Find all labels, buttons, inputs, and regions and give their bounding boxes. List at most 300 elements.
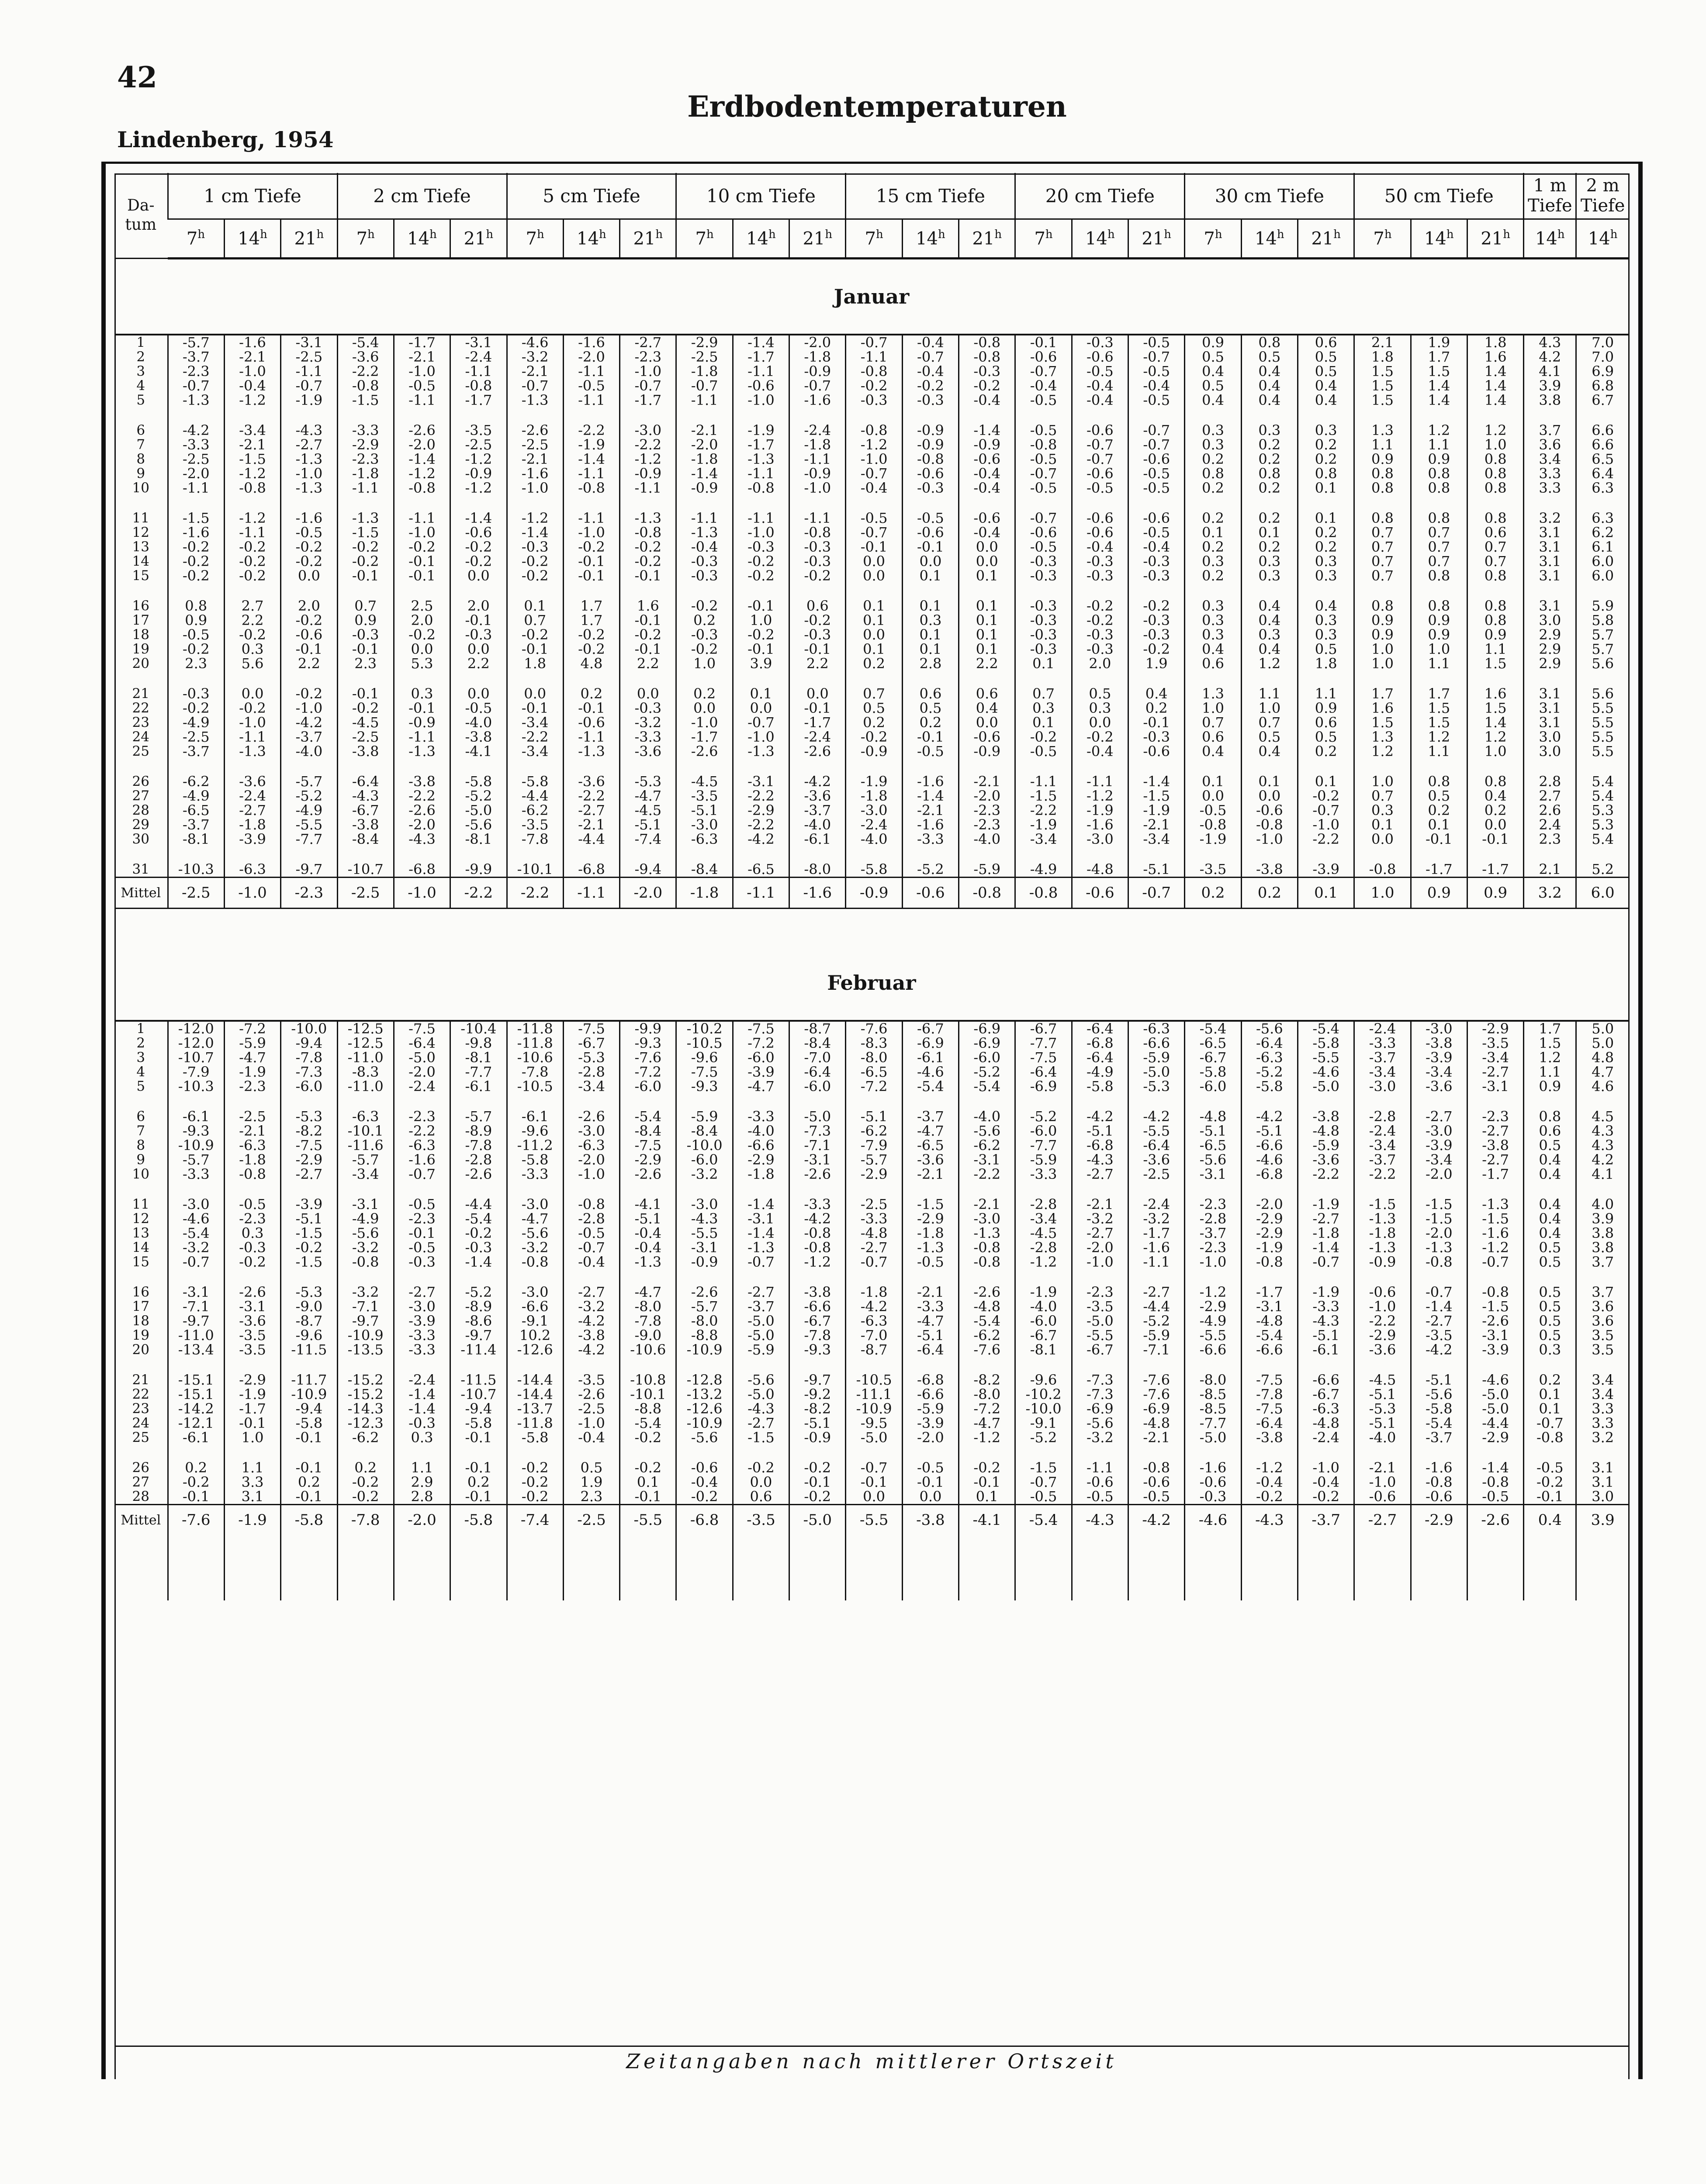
temperature-cell: -5.4 (1411, 1416, 1467, 1431)
temperature-cell: 0.7 (1185, 715, 1241, 730)
temperature-cell: -0.3 (676, 554, 733, 569)
temperature-cell: -0.2 (507, 1489, 563, 1505)
temperature-cell: 1.7 (1411, 350, 1467, 364)
temperature-cell: 1.5 (1354, 379, 1411, 393)
day-cell: 23 (132, 1402, 149, 1416)
temperature-cell: -5.9 (902, 1402, 959, 1416)
temperature-cell: -10.0 (281, 1021, 337, 1036)
temperature-cell: -0.1 (450, 613, 507, 628)
temperature-cell: 0.9 (1411, 452, 1467, 467)
temperature-cell: 0.3 (1354, 803, 1411, 818)
temperature-cell: 0.2 (1298, 540, 1354, 554)
temperature-cell: -3.7 (1411, 1431, 1467, 1445)
temperature-cell: -1.7 (789, 715, 846, 730)
temperature-cell: -1.6 (789, 393, 846, 408)
temperature-cell: 1.7 (563, 613, 619, 628)
temperature-cell: 6.9 (1576, 364, 1629, 379)
temperature-cell: 5.9 (1576, 599, 1629, 613)
temperature-cell: -0.3 (789, 628, 846, 642)
table-row (114, 1241, 1629, 1255)
hour-unit: h (1610, 228, 1618, 242)
temperature-cell: -3.8 (450, 730, 507, 744)
temperature-cell: -2.3 (959, 818, 1015, 832)
temperature-cell: -4.1 (620, 1197, 676, 1212)
temperature-cell: -7.3 (789, 1124, 846, 1138)
temperature-cell: -0.2 (733, 569, 789, 583)
temperature-cell: -0.7 (168, 379, 224, 393)
temperature-cell: -3.1 (676, 1241, 733, 1255)
temperature-cell: 0.2 (1241, 481, 1298, 495)
mean-cell: -1.1 (733, 878, 789, 909)
temperature-cell: -5.6 (337, 1226, 394, 1241)
temperature-cell: -0.8 (337, 1255, 394, 1269)
day-cell: 27 (132, 789, 149, 803)
temperature-cell: -0.7 (1467, 1255, 1523, 1269)
temperature-cell: -5.0 (846, 1431, 902, 1445)
temperature-cell: 1.4 (1467, 379, 1523, 393)
temperature-cell: 0.2 (846, 657, 902, 671)
temperature-cell: -0.4 (959, 467, 1015, 481)
temperature-cell: -2.6 (563, 1387, 619, 1402)
temperature-cell: 0.1 (1241, 525, 1298, 540)
day-cell: 1 (114, 1021, 168, 1036)
temperature-cell: -2.0 (1411, 1167, 1467, 1182)
temperature-cell: -9.6 (507, 1124, 563, 1138)
temperature-cell: -0.9 (620, 467, 676, 481)
temperature-cell: 2.9 (1524, 657, 1576, 671)
day-cell: 15 (132, 1255, 149, 1269)
temperature-cell: -6.4 (1015, 1065, 1072, 1079)
mean-cell: 1.0 (1354, 878, 1411, 909)
temperature-cell: -0.8 (1467, 1285, 1523, 1299)
temperature-cell: -0.2 (563, 540, 619, 554)
temperature-cell: -1.1 (563, 393, 619, 408)
temperature-cell: 0.1 (846, 599, 902, 613)
temperature-cell: -0.1 (281, 642, 337, 657)
temperature-cell: 0.8 (1241, 335, 1298, 350)
temperature-cell: -0.5 (1072, 364, 1128, 379)
temperature-cell: -0.1 (281, 1489, 337, 1505)
temperature-cell: -0.2 (507, 1475, 563, 1489)
temperature-cell: 0.9 (1354, 613, 1411, 628)
temperature-cell: -4.0 (450, 715, 507, 730)
temperature-cell: -0.3 (1128, 628, 1185, 642)
temperature-cell: 0.0 (1185, 789, 1241, 803)
temperature-cell: -8.1 (1015, 1343, 1072, 1357)
temperature-cell: -3.0 (959, 1212, 1015, 1226)
temperature-cell: -4.6 (902, 1065, 959, 1079)
temperature-cell: -0.8 (959, 350, 1015, 364)
temperature-cell: -4.9 (168, 715, 224, 730)
temperature-cell: -2.5 (281, 350, 337, 364)
temperature-cell: 0.3 (1241, 628, 1298, 642)
hour-header (1015, 219, 1072, 259)
temperature-cell: -0.8 (563, 1197, 619, 1212)
depth-header: 30 cm Tiefe (1185, 173, 1354, 219)
temperature-cell: 0.2 (1185, 452, 1241, 467)
temperature-cell: 0.2 (676, 687, 733, 701)
temperature-cell: 1.0 (1241, 701, 1298, 715)
hour-value: 21 (1142, 228, 1164, 249)
temperature-cell: 1.6 (620, 599, 676, 613)
temperature-cell: 1.2 (1524, 1051, 1576, 1065)
temperature-cell: 1.0 (1354, 774, 1411, 789)
temperature-cell: -1.0 (1241, 832, 1298, 847)
temperature-cell: 1.4 (1411, 379, 1467, 393)
temperature-cell: -2.9 (1185, 1299, 1241, 1314)
temperature-cell: -0.2 (224, 701, 280, 715)
hour-header (168, 219, 224, 259)
temperature-cell: -0.4 (1072, 379, 1128, 393)
temperature-cell: -2.9 (733, 803, 789, 818)
temperature-cell: -3.5 (507, 818, 563, 832)
temperature-cell: -7.3 (281, 1065, 337, 1079)
temperature-cell: 3.7 (1576, 1255, 1629, 1269)
temperature-cell: -1.0 (1354, 1299, 1411, 1314)
temperature-cell: -5.6 (676, 1431, 733, 1445)
temperature-cell: -3.7 (168, 350, 224, 364)
temperature-cell: -0.8 (394, 481, 450, 495)
temperature-cell: -1.9 (224, 1065, 280, 1079)
temperature-cell: 0.1 (902, 599, 959, 613)
temperature-cell: 0.4 (1524, 1197, 1576, 1212)
temperature-cell: 2.2 (620, 657, 676, 671)
temperature-cell: 0.1 (1411, 818, 1467, 832)
temperature-cell: -2.8 (1015, 1197, 1072, 1212)
temperature-cell: -7.2 (733, 1036, 789, 1051)
temperature-cell: -1.7 (1411, 862, 1467, 878)
temperature-cell: -8.7 (281, 1314, 337, 1328)
temperature-cell: -8.0 (676, 1314, 733, 1328)
temperature-cell: -4.7 (507, 1212, 563, 1226)
temperature-cell: -0.7 (507, 379, 563, 393)
hour-header (902, 219, 959, 259)
temperature-cell: 3.0 (1524, 613, 1576, 628)
temperature-cell: -3.9 (224, 832, 280, 847)
temperature-cell: -2.0 (563, 350, 619, 364)
temperature-cell: -3.1 (224, 1299, 280, 1314)
hour-value: 14 (746, 228, 769, 249)
temperature-cell: -1.0 (394, 525, 450, 540)
temperature-cell: 0.0 (507, 687, 563, 701)
temperature-cell: 7.0 (1576, 335, 1629, 350)
temperature-cell: -0.6 (1354, 1489, 1411, 1505)
table-row (114, 657, 1629, 671)
temperature-cell: -5.1 (676, 803, 733, 818)
temperature-cell: -0.5 (1524, 1461, 1576, 1475)
temperature-cell: -0.1 (620, 1489, 676, 1505)
temperature-cell: -0.8 (1015, 438, 1072, 452)
temperature-cell: -0.2 (1072, 613, 1128, 628)
temperature-cell: -3.9 (902, 1416, 959, 1431)
mean-cell: -2.2 (507, 878, 563, 909)
mean-cell: 0.4 (1524, 1505, 1576, 1535)
temperature-cell: 2.0 (1072, 657, 1128, 671)
temperature-cell: -0.2 (620, 628, 676, 642)
temperature-cell: -0.4 (1015, 379, 1072, 393)
temperature-cell: -1.4 (733, 1226, 789, 1241)
mean-cell: -1.9 (224, 1505, 280, 1535)
hour-header (1576, 219, 1629, 259)
temperature-cell: -4.4 (563, 832, 619, 847)
table-row (114, 715, 1629, 730)
temperature-cell: -4.6 (1298, 1065, 1354, 1079)
temperature-cell: -4.7 (620, 789, 676, 803)
temperature-cell: -11.4 (450, 1343, 507, 1357)
hour-value: 7 (186, 228, 198, 249)
temperature-cell: -3.3 (733, 1109, 789, 1124)
hour-value: 21 (464, 228, 486, 249)
temperature-cell: -9.7 (337, 1314, 394, 1328)
temperature-cell: 6.5 (1576, 452, 1629, 467)
temperature-cell: -0.1 (507, 642, 563, 657)
temperature-cell: -4.6 (507, 335, 563, 350)
temperature-cell: -8.9 (450, 1124, 507, 1138)
temperature-cell: -0.2 (563, 628, 619, 642)
temperature-cell: -0.4 (620, 1226, 676, 1241)
temperature-cell: 3.5 (1576, 1328, 1629, 1343)
temperature-cell: -2.4 (789, 423, 846, 438)
temperature-cell: -1.5 (902, 1197, 959, 1212)
temperature-cell: -2.9 (1354, 1328, 1411, 1343)
temperature-cell: -3.2 (507, 350, 563, 364)
temperature-cell: -0.1 (1015, 335, 1072, 350)
temperature-cell: -4.9 (1015, 862, 1072, 878)
temperature-cell: 1.0 (1411, 642, 1467, 657)
temperature-cell: -0.7 (846, 467, 902, 481)
temperature-cell: -1.6 (1072, 818, 1128, 832)
temperature-cell: 0.6 (1185, 730, 1241, 744)
hour-unit: h (1446, 228, 1454, 242)
temperature-cell: 0.4 (1185, 393, 1241, 408)
temperature-cell: 0.9 (1467, 628, 1523, 642)
temperature-cell: -0.5 (902, 511, 959, 525)
day-cell: 6 (136, 1109, 145, 1124)
temperature-cell: -2.9 (846, 1167, 902, 1182)
temperature-cell: 3.1 (1524, 701, 1576, 715)
temperature-cell: 4.1 (1576, 1167, 1629, 1182)
temperature-cell: -6.4 (1072, 1051, 1128, 1065)
day-cell: 18 (132, 628, 149, 642)
day-cell: 17 (132, 613, 149, 628)
temperature-cell: 1.2 (1467, 423, 1523, 438)
temperature-cell: 1.1 (1411, 438, 1467, 452)
temperature-cell: 1.1 (1354, 438, 1411, 452)
table-row (114, 1328, 1629, 1343)
temperature-cell: -0.5 (1467, 1489, 1523, 1505)
temperature-cell: -4.8 (1128, 1416, 1185, 1431)
temperature-cell: -0.1 (1411, 832, 1467, 847)
day-cell: 16 (132, 1285, 149, 1299)
depth-header: 15 cm Tiefe (846, 173, 1015, 219)
temperature-cell: -1.2 (507, 511, 563, 525)
temperature-cell: -0.7 (1015, 467, 1072, 481)
temperature-cell: -6.5 (902, 1138, 959, 1153)
temperature-cell: 0.3 (1241, 554, 1298, 569)
temperature-cell: -2.6 (450, 1167, 507, 1182)
temperature-cell: -3.5 (1411, 1328, 1467, 1343)
temperature-cell: -3.2 (563, 1299, 619, 1314)
temperature-cell: 0.2 (676, 613, 733, 628)
temperature-cell: -6.6 (733, 1138, 789, 1153)
temperature-cell: 0.1 (959, 642, 1015, 657)
temperature-cell: -0.2 (281, 613, 337, 628)
mean-cell: -2.5 (563, 1505, 619, 1535)
temperature-cell: -1.5 (337, 393, 394, 408)
temperature-cell: -0.3 (1072, 642, 1128, 657)
temperature-cell: -1.7 (1467, 862, 1523, 878)
temperature-cell: -0.6 (959, 730, 1015, 744)
temperature-cell: -0.5 (1015, 540, 1072, 554)
temperature-cell: 0.8 (1411, 481, 1467, 495)
temperature-cell: 1.3 (1185, 687, 1241, 701)
temperature-cell: 0.8 (1411, 599, 1467, 613)
temperature-cell: 0.1 (1241, 774, 1298, 789)
temperature-cell: 4.8 (1576, 1051, 1629, 1065)
mean-cell: -1.8 (676, 878, 733, 909)
temperature-cell: -6.2 (337, 1431, 394, 1445)
table-row (114, 1079, 1629, 1094)
temperature-cell: -1.4 (1467, 1461, 1523, 1475)
temperature-cell: -1.1 (789, 452, 846, 467)
temperature-cell: -5.4 (620, 1109, 676, 1124)
temperature-cell: 4.2 (1524, 350, 1576, 364)
temperature-cell: -1.9 (846, 774, 902, 789)
temperature-cell: -2.9 (1467, 1021, 1523, 1036)
temperature-cell: -2.3 (1072, 1285, 1128, 1299)
temperature-cell: -7.7 (281, 832, 337, 847)
temperature-cell: -3.3 (1015, 1167, 1072, 1182)
temperature-cell: 0.9 (1354, 452, 1411, 467)
temperature-cell: -3.2 (168, 1241, 224, 1255)
temperature-cell: -0.5 (1128, 467, 1185, 481)
mean-cell: -4.1 (959, 1505, 1015, 1535)
temperature-cell: -2.7 (394, 1285, 450, 1299)
temperature-cell: 0.0 (1467, 818, 1523, 832)
temperature-cell: 0.8 (1411, 569, 1467, 583)
hour-header (337, 219, 394, 259)
hour-unit: h (260, 228, 267, 242)
temperature-cell: 0.0 (620, 687, 676, 701)
temperature-cell: -1.3 (676, 525, 733, 540)
temperature-cell: 1.6 (1467, 687, 1523, 701)
mean-cell: -5.8 (450, 1505, 507, 1535)
day-cell: 3 (136, 1051, 145, 1065)
temperature-cell: 0.3 (1185, 628, 1241, 642)
temperature-cell: 0.2 (1185, 481, 1241, 495)
temperature-cell: -2.1 (507, 364, 563, 379)
temperature-cell: -1.9 (563, 438, 619, 452)
temperature-cell: 0.0 (450, 687, 507, 701)
mean-cell: -0.8 (959, 878, 1015, 909)
temperature-cell: -8.2 (281, 1124, 337, 1138)
temperature-cell: 1.1 (394, 1461, 450, 1475)
temperature-cell: -3.0 (168, 1197, 224, 1212)
temperature-cell: -2.5 (676, 350, 733, 364)
temperature-cell: 0.1 (1015, 715, 1072, 730)
temperature-cell: 10.2 (507, 1328, 563, 1343)
temperature-cell: -5.5 (281, 818, 337, 832)
temperature-cell: 5.3 (1576, 818, 1629, 832)
temperature-cell: 0.0 (733, 701, 789, 715)
temperature-cell: 0.4 (1524, 1226, 1576, 1241)
temperature-cell: -3.3 (620, 730, 676, 744)
month-heading: Februar (827, 971, 916, 995)
temperature-cell: -9.3 (789, 1343, 846, 1357)
temperature-cell: -6.9 (1015, 1079, 1072, 1094)
temperature-cell: -4.2 (168, 423, 224, 438)
temperature-cell: 0.1 (959, 1489, 1015, 1505)
temperature-cell: -1.1 (733, 364, 789, 379)
mean-cell: -2.9 (1411, 1505, 1467, 1535)
temperature-cell: 0.9 (1411, 613, 1467, 628)
hour-header (1128, 219, 1185, 259)
temperature-cell: -7.6 (959, 1343, 1015, 1357)
temperature-cell: -0.5 (1128, 335, 1185, 350)
temperature-cell: -5.9 (224, 1036, 280, 1051)
temperature-cell: -5.6 (1072, 1416, 1128, 1431)
temperature-cell: 0.4 (1524, 1167, 1576, 1182)
temperature-cell: -0.8 (902, 452, 959, 467)
temperature-cell: -9.0 (620, 1328, 676, 1343)
day-cell: 12 (132, 1212, 149, 1226)
temperature-cell: 0.8 (1354, 511, 1411, 525)
temperature-cell: -2.2 (733, 818, 789, 832)
temperature-cell: -0.5 (902, 1255, 959, 1269)
temperature-cell: -8.2 (789, 1402, 846, 1416)
temperature-cell: -6.4 (789, 1065, 846, 1079)
temperature-cell: 0.5 (1241, 350, 1298, 364)
temperature-cell: -1.3 (733, 1241, 789, 1255)
temperature-cell: -2.2 (620, 438, 676, 452)
temperature-cell: 2.2 (450, 657, 507, 671)
temperature-cell: -6.3 (846, 1314, 902, 1328)
temperature-cell: -5.4 (1241, 1328, 1298, 1343)
temperature-cell: 2.2 (789, 657, 846, 671)
temperature-cell: 1.4 (1467, 715, 1523, 730)
temperature-cell: 1.5 (1467, 701, 1523, 715)
temperature-cell: -0.3 (1128, 730, 1185, 744)
temperature-cell: -1.5 (1411, 1212, 1467, 1226)
temperature-cell: -0.2 (168, 540, 224, 554)
temperature-cell: -9.9 (450, 862, 507, 878)
hour-header (1467, 219, 1523, 259)
temperature-cell: -0.6 (1128, 511, 1185, 525)
temperature-cell: -4.3 (1072, 1153, 1128, 1167)
temperature-cell: -2.8 (1015, 1241, 1072, 1255)
temperature-cell: -13.7 (507, 1402, 563, 1416)
temperature-cell: -0.1 (394, 569, 450, 583)
temperature-cell: -2.1 (902, 803, 959, 818)
temperature-cell: -1.4 (394, 452, 450, 467)
temperature-cell: -0.4 (959, 525, 1015, 540)
temperature-cell: -1.9 (1241, 1241, 1298, 1255)
temperature-cell: -0.2 (337, 1489, 394, 1505)
temperature-cell: -1.1 (733, 467, 789, 481)
temperature-cell: -1.4 (563, 452, 619, 467)
temperature-cell: -1.4 (733, 1197, 789, 1212)
temperature-cell: 0.1 (733, 687, 789, 701)
temperature-cell: -6.0 (676, 1153, 733, 1167)
depth-header: 5 cm Tiefe (507, 173, 676, 219)
table-row (114, 774, 1629, 789)
temperature-cell: -6.3 (224, 1138, 280, 1153)
day-cell: 9 (136, 467, 145, 481)
temperature-cell: -3.4 (224, 423, 280, 438)
temperature-cell: -3.3 (507, 1167, 563, 1182)
time-footnote: Zeitangaben nach mittlerer Ortszeit (114, 2046, 1629, 2073)
temperature-cell: -7.3 (1072, 1387, 1128, 1402)
